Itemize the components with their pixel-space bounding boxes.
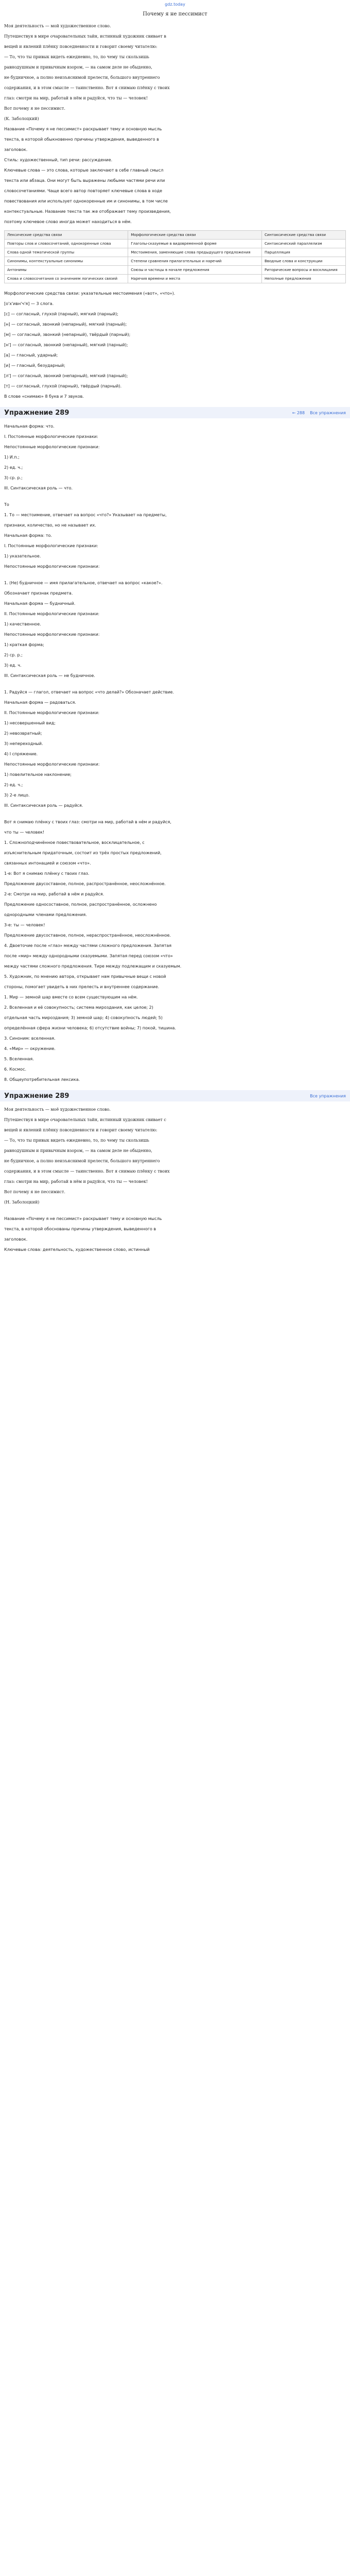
morph-line: после «мир» между однородными сказуемыми. Запятая перед союзом «что» xyxy=(4,954,173,958)
morph-line: что ты — человек! xyxy=(4,830,45,835)
morph-line: 6. Космос. xyxy=(4,1067,27,1072)
table-header-row xyxy=(5,231,346,240)
morph-line: 2) ед. ч.; xyxy=(4,465,23,470)
text-line: вещей и явлений плёнку повседневности и говорит своему читателю: xyxy=(4,1128,157,1132)
morph-line: 1. Мир — земной шар вместе со всем существующим на нём. xyxy=(4,995,138,999)
table-header: Синтаксические средства связи xyxy=(261,231,345,240)
morph-line: Непостоянные морфологические признаки: xyxy=(4,445,100,449)
site-header[interactable] xyxy=(0,0,350,9)
text-line: Вот почему я не пессимист. xyxy=(4,1190,65,1194)
table-cell: Слова и словосочетания со значением логических связей xyxy=(5,275,128,283)
site-logo[interactable]: gdz.today xyxy=(165,2,185,7)
morph-line: признаки, количество, но не называет их. xyxy=(4,523,96,528)
morph-line: I. Постоянные морфологические признаки: xyxy=(4,544,98,548)
phonetic-line: [м] — согласный, звонкий (непарный), твёрдый (парный); xyxy=(4,332,131,337)
morph-line: Начальная форма — будничный. xyxy=(4,601,76,606)
source-text xyxy=(0,21,350,124)
table-cell: Синонимы, контекстуальные синонимы xyxy=(5,257,128,266)
morph-line: II. Постоянные морфологические признаки: xyxy=(4,612,100,616)
analysis-line: Стиль: художественный, тип речи: рассуждение. xyxy=(4,158,113,162)
exercise-header-2 xyxy=(0,1090,350,1101)
text-line: содержания, и в этом смысле — таинственно. Вот я снимаю плёнку с твоих xyxy=(4,86,170,90)
morph-line: 1. То — местоимение, отвечает на вопрос «что?» Указывает на предметы, xyxy=(4,513,167,517)
table-cell: Местоимения, заменяющие слова предыдущего предложения xyxy=(128,248,262,257)
analysis-line: контекстуальные. Название текста так же отображает тему произведения, xyxy=(4,209,171,214)
analysis-line: Название «Почему я не пессимист» раскрывает тему и основную мысль xyxy=(4,1216,162,1221)
phonetic-line: В слове «снимаю» 8 букв и 7 звуков. xyxy=(4,394,84,399)
morph-line: изъяснительным придаточным, состоит из трёх простых предложений, xyxy=(4,851,162,855)
table-header: Лексические средства связи xyxy=(5,231,128,240)
morph-line: 1) краткая форма; xyxy=(4,642,44,647)
morph-line: III. Синтаксическая роль — не будничное. xyxy=(4,673,95,678)
morph-line: 8. Общеупотребительная лексика. xyxy=(4,1077,80,1082)
morph-line: 2) ср. р.; xyxy=(4,653,23,657)
phonetic-line: [н] — согласный, звонкий (непарный), мягкий (парный); xyxy=(4,322,127,327)
morph-line: 3-е: ты — человек! xyxy=(4,923,45,927)
morph-line: стороны, помогает увидеть в них прелесть и внутреннее содержание. xyxy=(4,985,160,989)
morph-line: 4. Двоеточие после «глаз» между частями сложного предложения. Запятая xyxy=(4,943,172,948)
analysis-line: словосочетаниями. Чаще всего автор повторяет ключевые слова в ходе xyxy=(4,189,163,193)
text-line: Вот почему я не пессимист. xyxy=(4,106,65,111)
analysis-line: текста, в которой обоснованы причины утверждения, выведенного в xyxy=(4,1227,156,1231)
means-table xyxy=(4,230,346,283)
phonetic-line: [а] — гласный, ударный; xyxy=(4,353,58,358)
exercise-title: Упражнение 289 xyxy=(4,409,69,417)
table-cell: Вводные слова и конструкции xyxy=(261,257,345,266)
text-line: не будничное, а полно неизъяснимой прелести, большого внутреннего xyxy=(4,75,160,80)
text-line: вещей и явлений плёнку повседневности и говорит своему читателю: xyxy=(4,44,157,49)
morph-line: Начальная форма — радоваться. xyxy=(4,700,76,705)
morph-line: III. Синтаксическая роль — радуйся. xyxy=(4,803,83,808)
phonetic-line: Морфологические средства связи: указательные местоимения («вот», «что»). xyxy=(4,291,176,296)
morph-line: отдельная часть мироздания; 3) земной шар; 4) совокупность людей; 5) xyxy=(4,1015,163,1020)
morph-line: 1. Сложноподчинённое повествовательное, восклицательное, с xyxy=(4,840,145,845)
morph-line: 5. Вселенная. xyxy=(4,1057,34,1061)
morph-line: Предложение двусоставное, полное, распространённое, неосложнённое. xyxy=(4,882,166,886)
morph-line: 1. (Не) будничное — имя прилагательное, отвечает на вопрос «какое?». xyxy=(4,581,163,585)
morph-line: 3) 2-е лицо. xyxy=(4,793,30,798)
phonetic-line: [л'] — согласный, звонкий (непарный), мягкий (парный); xyxy=(4,374,128,378)
table-row xyxy=(5,257,346,266)
all-exercises-link-2[interactable]: Все упражнения xyxy=(310,1093,346,1098)
morph-line: связанных интонацией и союзом «что». xyxy=(4,861,91,866)
morph-line: 4) I спряжение. xyxy=(4,752,38,756)
table-cell: Неполные предложения xyxy=(261,275,345,283)
table-cell: Степени сравнения прилагательных и наречий xyxy=(128,257,262,266)
text-line: равнодушным и привычным взором, — на самом деле не обыденно, xyxy=(4,1148,152,1153)
morph-line: 3) непереходный. xyxy=(4,741,43,746)
text-line: Моя деятельность — мой художественное слово. xyxy=(4,24,111,28)
morph-line: 1) указательное. xyxy=(4,554,41,558)
analysis-line: заголовок. xyxy=(4,1237,28,1242)
morph-line: 2) невозвратный; xyxy=(4,731,42,736)
morph-line: III. Синтаксическая роль — что. xyxy=(4,486,73,490)
table-row xyxy=(5,240,346,248)
text-line: глаз: смотри на мир, работай в нём и радуйся, что ты — человек! xyxy=(4,96,148,100)
text-line: содержания, и в этом смысле — таинственно. Вот я снимаю плёнку с твоих xyxy=(4,1169,170,1174)
analysis xyxy=(0,124,350,227)
morph-line: 3) ср. р.; xyxy=(4,476,23,480)
all-exercises-link[interactable]: Все упражнения xyxy=(310,410,346,415)
analysis-line: Название «Почему я не пессимист» раскрывает тему и основную мысль xyxy=(4,127,162,131)
morph-line: Предложение односоставное, полное, распространённое, осложнено xyxy=(4,902,157,907)
phonetic-line: [с] — согласный, глухой (парный), мягкий (парный); xyxy=(4,312,118,316)
morph-line: однородными членами предложения. xyxy=(4,912,87,917)
morph-line: 3) ед. ч. xyxy=(4,663,22,668)
analysis-line: повествования или использует однокоренные им и синонимы, в том числе xyxy=(4,199,168,204)
table-row xyxy=(5,275,346,283)
morph-analysis xyxy=(0,421,350,1085)
morph-line: 5. Художник, по мнению автора, открывает нам привычные вещи с новой xyxy=(4,974,166,979)
morph-line: 2-е: Смотри на мир, работай в нём и радуйся. xyxy=(4,892,104,896)
morph-line: Непостоянные морфологические признаки: xyxy=(4,762,100,767)
text-line: Моя деятельность — моё художественное слово. xyxy=(4,1107,111,1112)
table-cell: Союзы и частицы в начале предложения xyxy=(128,266,262,275)
prev-exercise-link[interactable]: ← 288 xyxy=(292,410,305,415)
analysis-line: поэтому ключевое слово иногда может находиться в нём. xyxy=(4,219,132,224)
exercise2-text xyxy=(0,1105,350,1255)
morph-line: Вот я снимаю плёнку с твоих глаз: смотри на мир, работай в нём и радуйся, xyxy=(4,820,171,824)
analysis-line: Ключевые слова — это слова, которые заключают в себе главный смысл xyxy=(4,168,164,173)
text-line: — То, что ты привык видеть ежедневно, то, по чему ты скользишь xyxy=(4,55,149,59)
table-cell: Риторические вопросы и восклицания xyxy=(261,266,345,275)
phonetic-line: [и] — гласный, безударный; xyxy=(4,363,65,368)
morph-line: II. Постоянные морфологические признаки: xyxy=(4,710,100,715)
morph-line: Непостоянные морфологические признаки: xyxy=(4,564,100,569)
phonetic-line: [т] — согласный, глухой (парный), твёрдый (парный). xyxy=(4,384,122,388)
table-cell: Повторы слов и словосочетаний, однокоренные слова xyxy=(5,240,128,248)
morph-line: То xyxy=(4,502,9,507)
text-line: не будничное, а полно неизъяснимой прелести, большого внутреннего xyxy=(4,1159,160,1163)
morph-line: определённая сфера жизни человека; 6) отсутствие войны; 7) покой, тишина. xyxy=(4,1026,176,1030)
table-row xyxy=(5,248,346,257)
morph-line: 3. Синоним: вселенная. xyxy=(4,1036,56,1041)
morph-line: 2) ед. ч.; xyxy=(4,783,23,787)
phonetic-line: [о'х'ивн'ч'я] — 3 слога. xyxy=(4,301,54,306)
morph-line: между частями сложного предложения. Тире между подлежащим и сказуемым. xyxy=(4,964,182,969)
phonetic-line: [н'] — согласный, звонкий (непарный), мягкий (парный); xyxy=(4,343,128,347)
table-cell: Синтаксический параллелизм xyxy=(261,240,345,248)
morph-line: 1. Радуйся — глагол, отвечает на вопрос «что делай?» Обозначает действие. xyxy=(4,690,174,694)
text-line: Путешествуя в мире очаровательных тайн, истинный художник свивает в xyxy=(4,34,166,39)
morph-line: Предложение двусоставное, полное, нераспространённое, неосложнённое. xyxy=(4,933,171,938)
morph-line: 1) несовершенный вид; xyxy=(4,721,56,725)
morph-line: Обозначает признак предмета. xyxy=(4,591,73,596)
morph-line: 1) качественное. xyxy=(4,622,41,626)
exercise-title-2: Упражнение 289 xyxy=(4,1092,69,1100)
exercise-header xyxy=(0,407,350,418)
analysis-line: текста, в которой обыкновенно причины утверждения, выведенного в xyxy=(4,137,159,142)
text-line: (К. Заболоцкий) xyxy=(4,116,39,121)
table-row xyxy=(5,266,346,275)
table-header: Морфологические средства связи xyxy=(128,231,262,240)
morph-line: 1-е: Вот я снимаю плёнку с твоих глаз. xyxy=(4,871,90,876)
analysis-line: заголовок. xyxy=(4,147,28,152)
text-line: (Н. Заболоцкий) xyxy=(4,1200,40,1205)
table-cell: Наречия времени и места xyxy=(128,275,262,283)
table-cell: Слова одной тематической группы xyxy=(5,248,128,257)
morph-line: 1) повелительное наклонение; xyxy=(4,772,72,777)
morph-line: I. Постоянные морфологические признаки: xyxy=(4,434,98,439)
morph-line: 2. Вселенная и её совокупность; система мироздания, как целое; 2) xyxy=(4,1005,153,1010)
text-line: Путешествуя в мире очаровательных тайн, истинный художник свивает с xyxy=(4,1117,166,1122)
text-line: — То, что ты привык видеть ежедневно, то, по чему ты скользишь xyxy=(4,1138,149,1143)
morph-line: Непостоянные морфологические признаки: xyxy=(4,632,100,637)
text-line: равнодушным и привычным взором, — на самом деле не обыденно, xyxy=(4,65,152,70)
table-cell: Парцелляция xyxy=(261,248,345,257)
table-cell: Глаголы-сказуемые в видовременной форме xyxy=(128,240,262,248)
morph-line: Начальная форма: то. xyxy=(4,533,52,538)
text-line: глаз: смотри на мир, работай в нём и радуйся, что ты — человек! xyxy=(4,1179,148,1184)
table-cell: Антонимы xyxy=(5,266,128,275)
page-title: Почему я не пессимист xyxy=(143,11,207,17)
morph-line: Начальная форма: что. xyxy=(4,424,55,429)
phonetic-analysis xyxy=(0,289,350,402)
analysis-line: текста или абзаца. Они могут быть выражены любыми частями речи или xyxy=(4,178,165,183)
analysis-line: Ключевые слова: деятельность, художественное слово, истинный xyxy=(4,1247,150,1252)
morph-line: 4. «Мир» — окружение. xyxy=(4,1046,56,1051)
morph-line: 1) И.п.; xyxy=(4,455,20,460)
